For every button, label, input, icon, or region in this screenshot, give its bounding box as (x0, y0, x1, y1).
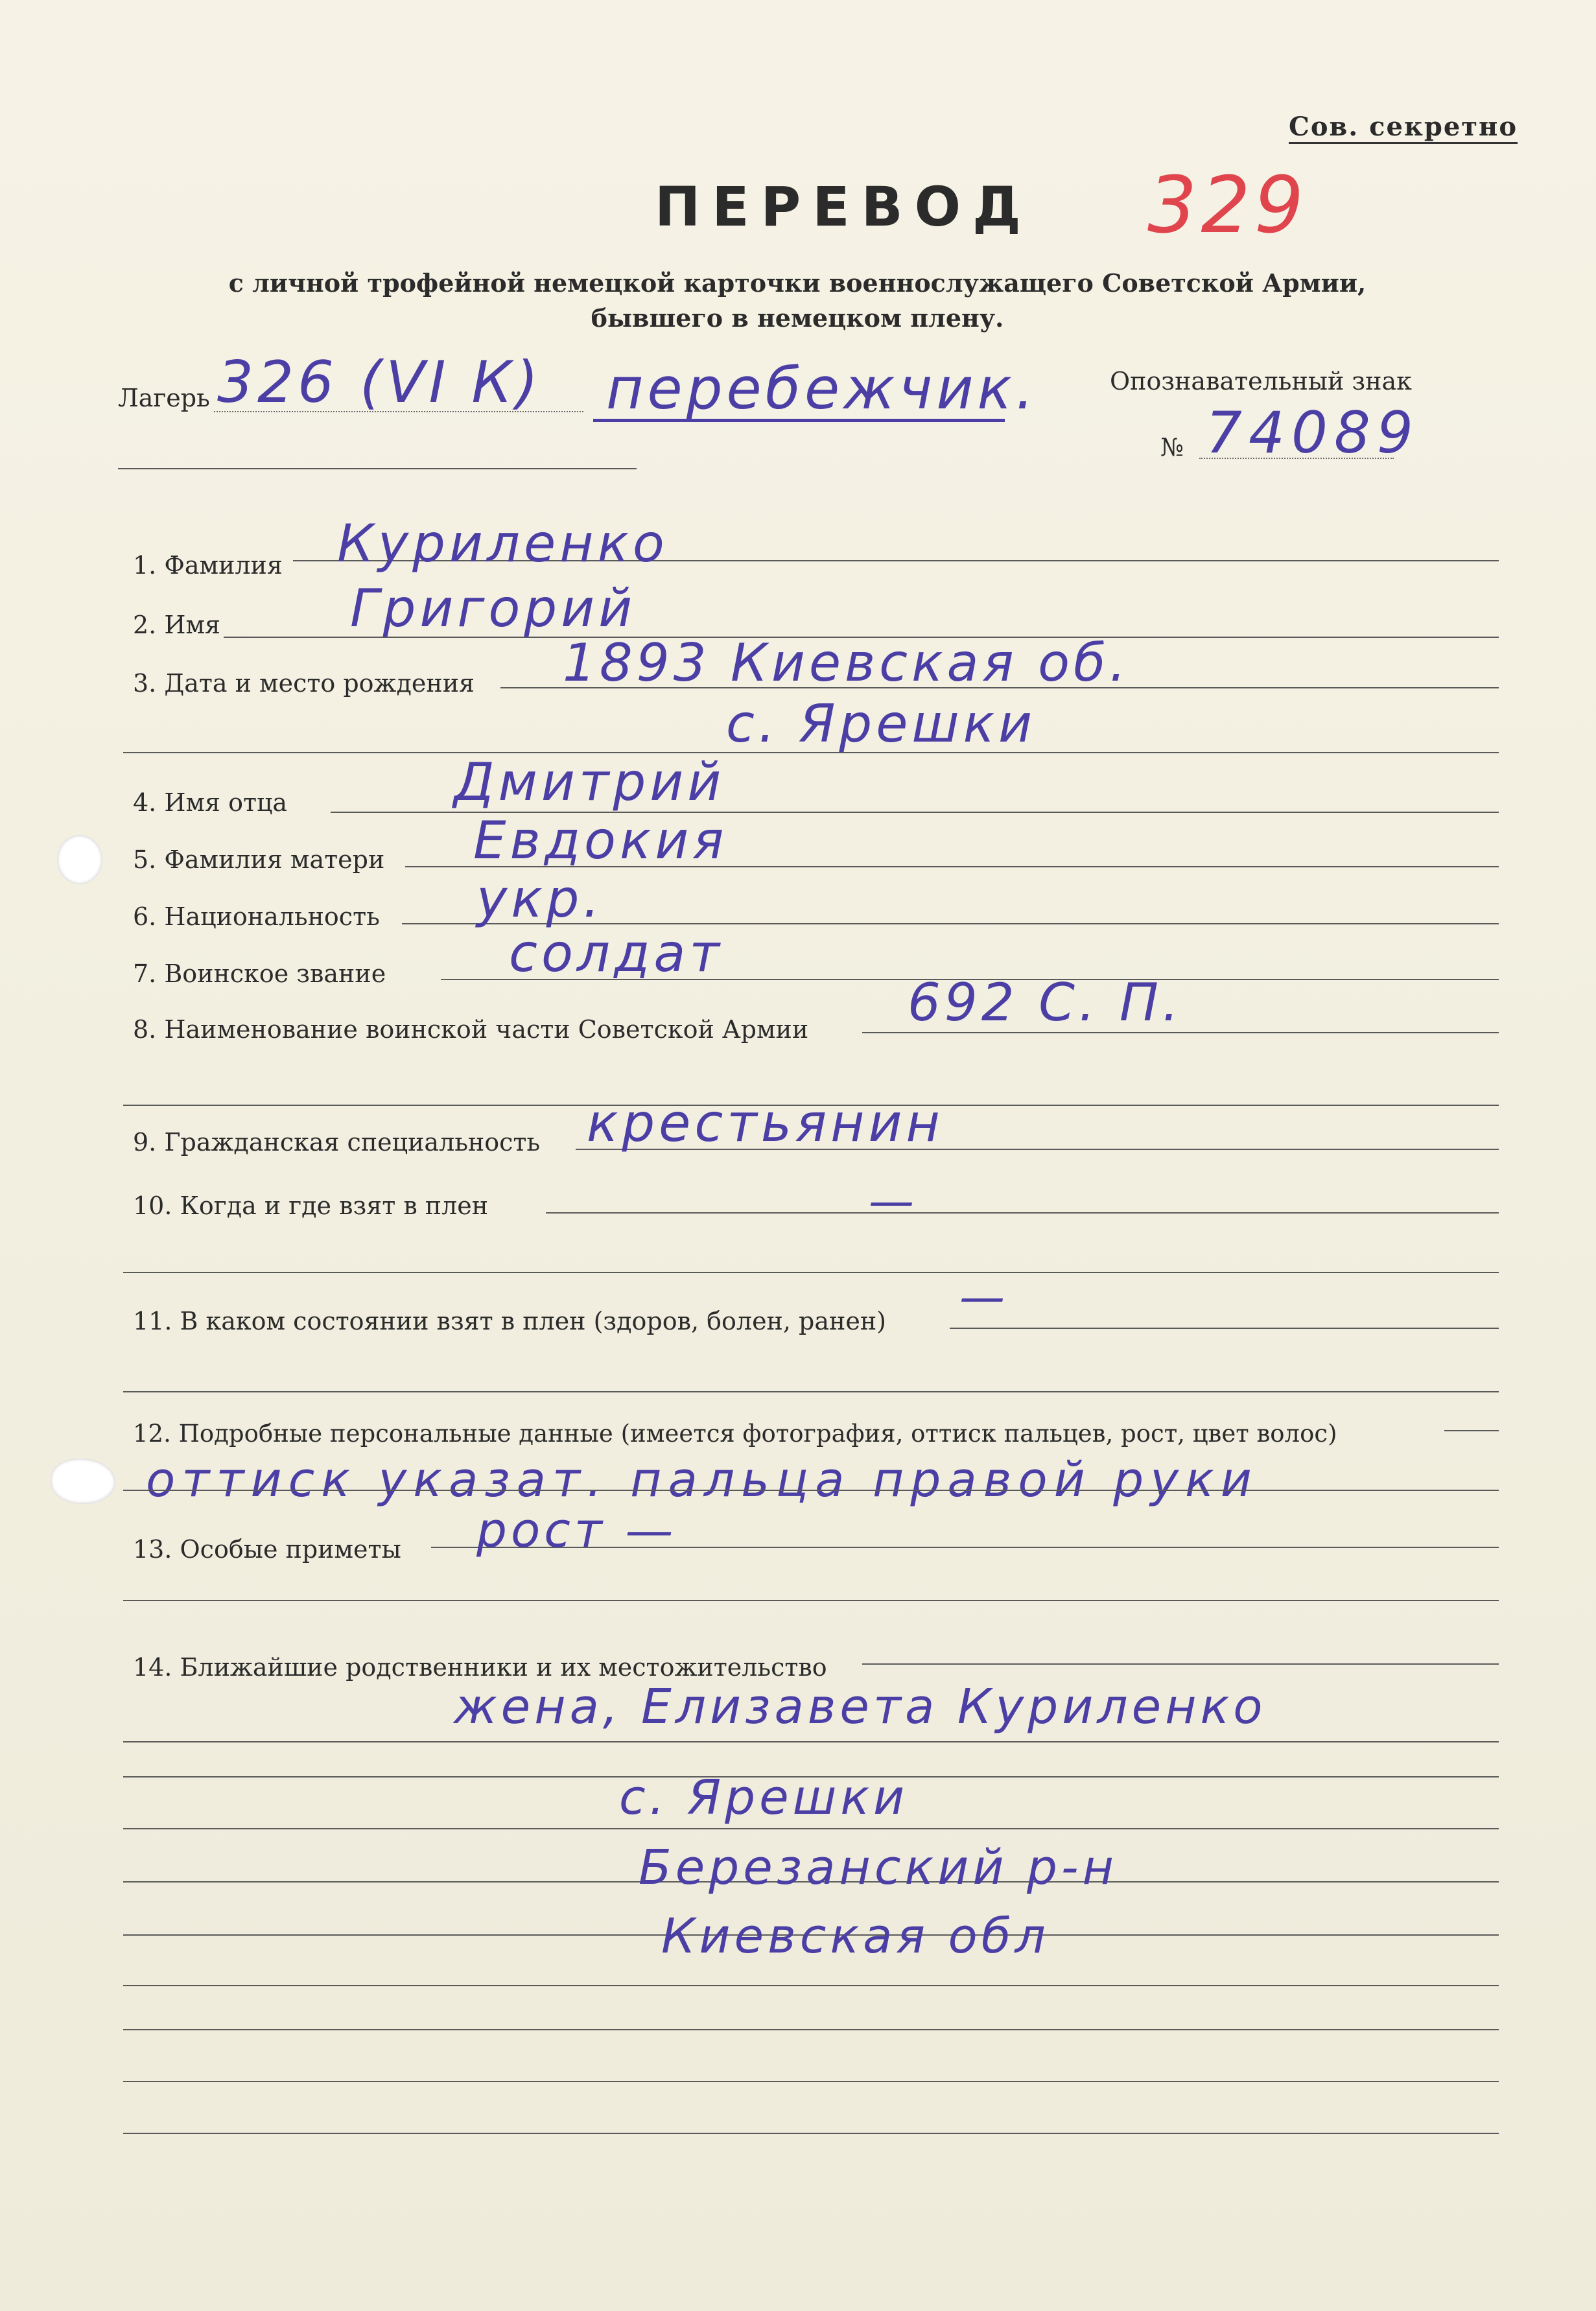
subtitle-line-1: с личной трофейной немецкой карточки военнослужащего Советской Армии, (228, 268, 1367, 298)
unit-value: 692 С. П. (908, 972, 1183, 1033)
relatives-line-7 (123, 2029, 1499, 2030)
mother-surname-label: 5. Фамилия матери (133, 845, 385, 874)
special-marks-line-2 (123, 1600, 1499, 1601)
father-name-value: Дмитрий (454, 752, 725, 812)
personal-data-label: 12. Подробные персональные данные (имеется фотография, оттиск пальцев, рост, цвет волос) (133, 1420, 1337, 1448)
personal-data-value-2: рост — (476, 1503, 677, 1558)
mother-surname-value: Евдокия (473, 810, 728, 871)
relatives-value-2: с. Ярешки (619, 1770, 909, 1825)
condition-line-2 (123, 1391, 1499, 1392)
punch-hole-top (57, 835, 102, 884)
birth-value: 1893 Киевская об. (563, 633, 1130, 693)
father-name-label: 4. Имя отца (133, 788, 288, 817)
surname-label: 1. Фамилия (133, 551, 283, 580)
nationality-value: укр. (476, 869, 604, 929)
nationality-label: 6. Национальность (133, 902, 380, 931)
relatives-value-3: Березанский р-н (639, 1840, 1118, 1895)
relatives-line-6 (123, 1985, 1499, 1986)
rank-label: 7. Воинское звание (133, 959, 386, 988)
camp-note: перебежчик. (606, 355, 1038, 422)
relatives-line-1 (123, 1741, 1499, 1742)
captured-when-where-value: — (869, 1175, 918, 1228)
captured-when-where-label: 10. Когда и где взят в плен (133, 1191, 489, 1220)
relatives-line-8 (123, 2081, 1499, 2082)
civil-occupation-value: крестьянин (587, 1093, 944, 1153)
punch-hole-bottom (51, 1459, 115, 1504)
rank-value: солдат (509, 923, 723, 983)
condition-label: 11. В каком состоянии взят в плен (здоров, болен, ранен) (133, 1307, 886, 1335)
id-tag-number-prefix: № (1160, 433, 1184, 462)
special-marks-label: 13. Особые приметы (133, 1535, 401, 1564)
id-tag-label: Опознавательный знак (1110, 367, 1412, 395)
relatives-value-4: Киевская обл (661, 1908, 1050, 1964)
document-subtitle (194, 266, 1400, 336)
camp-label: Лагерь (118, 384, 210, 412)
condition-value: — (959, 1271, 1009, 1324)
id-tag-number: 74089 (1206, 399, 1420, 466)
personal-data-line (1444, 1430, 1499, 1431)
classification-mark: Сов. секретно (1289, 111, 1518, 144)
relatives-value-1: жена, Елизавета Куриленко (454, 1679, 1267, 1735)
first-name-label: 2. Имя (133, 611, 221, 639)
camp-second-line (118, 468, 637, 469)
subtitle-line-2: бывшего в немецком плену. (591, 303, 1004, 333)
captured-when-where-line-2 (123, 1272, 1499, 1273)
personal-data-value: оттиск указат. пальца правой руки (146, 1452, 1258, 1508)
document-title: ПЕРЕВОД (655, 175, 1033, 239)
captured-when-where-line (546, 1212, 1499, 1214)
relatives-line-0 (862, 1663, 1499, 1665)
camp-value: 326 (VI К) (217, 349, 543, 416)
file-number-stamp: 329 (1147, 161, 1308, 251)
camp-note-underline (593, 419, 1005, 422)
civil-occupation-label: 9. Гражданская специальность (133, 1128, 541, 1156)
birth-label: 3. Дата и место рождения (133, 669, 475, 698)
birth-value-2: с. Ярешки (726, 694, 1036, 754)
first-name-value: Григорий (350, 578, 637, 639)
condition-line (950, 1328, 1499, 1329)
unit-label: 8. Наименование воинской части Советской Армии (133, 1015, 809, 1044)
relatives-line-9 (123, 2133, 1499, 2134)
relatives-line-3 (123, 1828, 1499, 1829)
surname-value: Куриленко (337, 513, 668, 574)
personal-data-line-2 (123, 1490, 1499, 1491)
relatives-label: 14. Ближайшие родственники и их местожительство (133, 1653, 827, 1682)
